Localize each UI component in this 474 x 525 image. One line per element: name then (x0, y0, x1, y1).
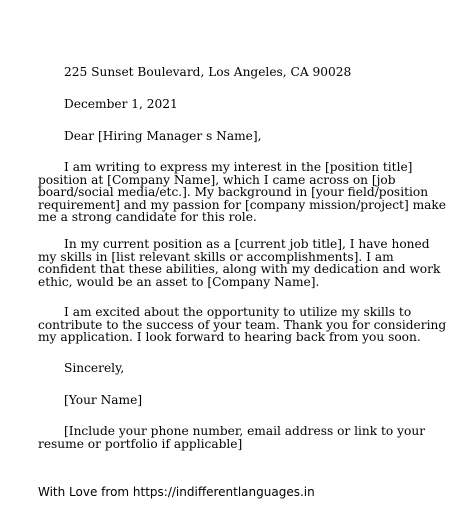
salutation: Dear [Hiring Manager s Name], (64, 129, 262, 143)
footer-credit: With Love from https://indifferentlanguages.in (38, 485, 315, 499)
signature-name: [Your Name] (64, 393, 143, 407)
body-paragraph-2: In my current position as a [current job title], I have honed my skills in [list relevant skills or accomplishments]. I am confident that these abilities, along with my dedication and work ethic, would be an asset to [Company Name]. (38, 237, 441, 289)
body-paragraph-1: I am writing to express my interest in the [position title] position at [Company Name], which I came across on [job board/social media/etc.]. My background in [your field/position requirement] and my passion for [company mission/project] make me a strong candidate for this role. (38, 160, 446, 224)
body-paragraph-3: I am excited about the opportunity to utilize my skills to contribute to the success of your team. Thank you for considering my application. I look forward to hearing back from you soon. (38, 305, 447, 344)
contact-info: [Include your phone number, email address or link to your resume or portfolio if applicable] (38, 424, 426, 451)
closing: Sincerely, (64, 361, 125, 375)
sender-address: 225 Sunset Boulevard, Los Angeles, CA 90028 (64, 65, 352, 79)
letter-page (38, 0, 450, 525)
letter-date: December 1, 2021 (64, 97, 178, 111)
